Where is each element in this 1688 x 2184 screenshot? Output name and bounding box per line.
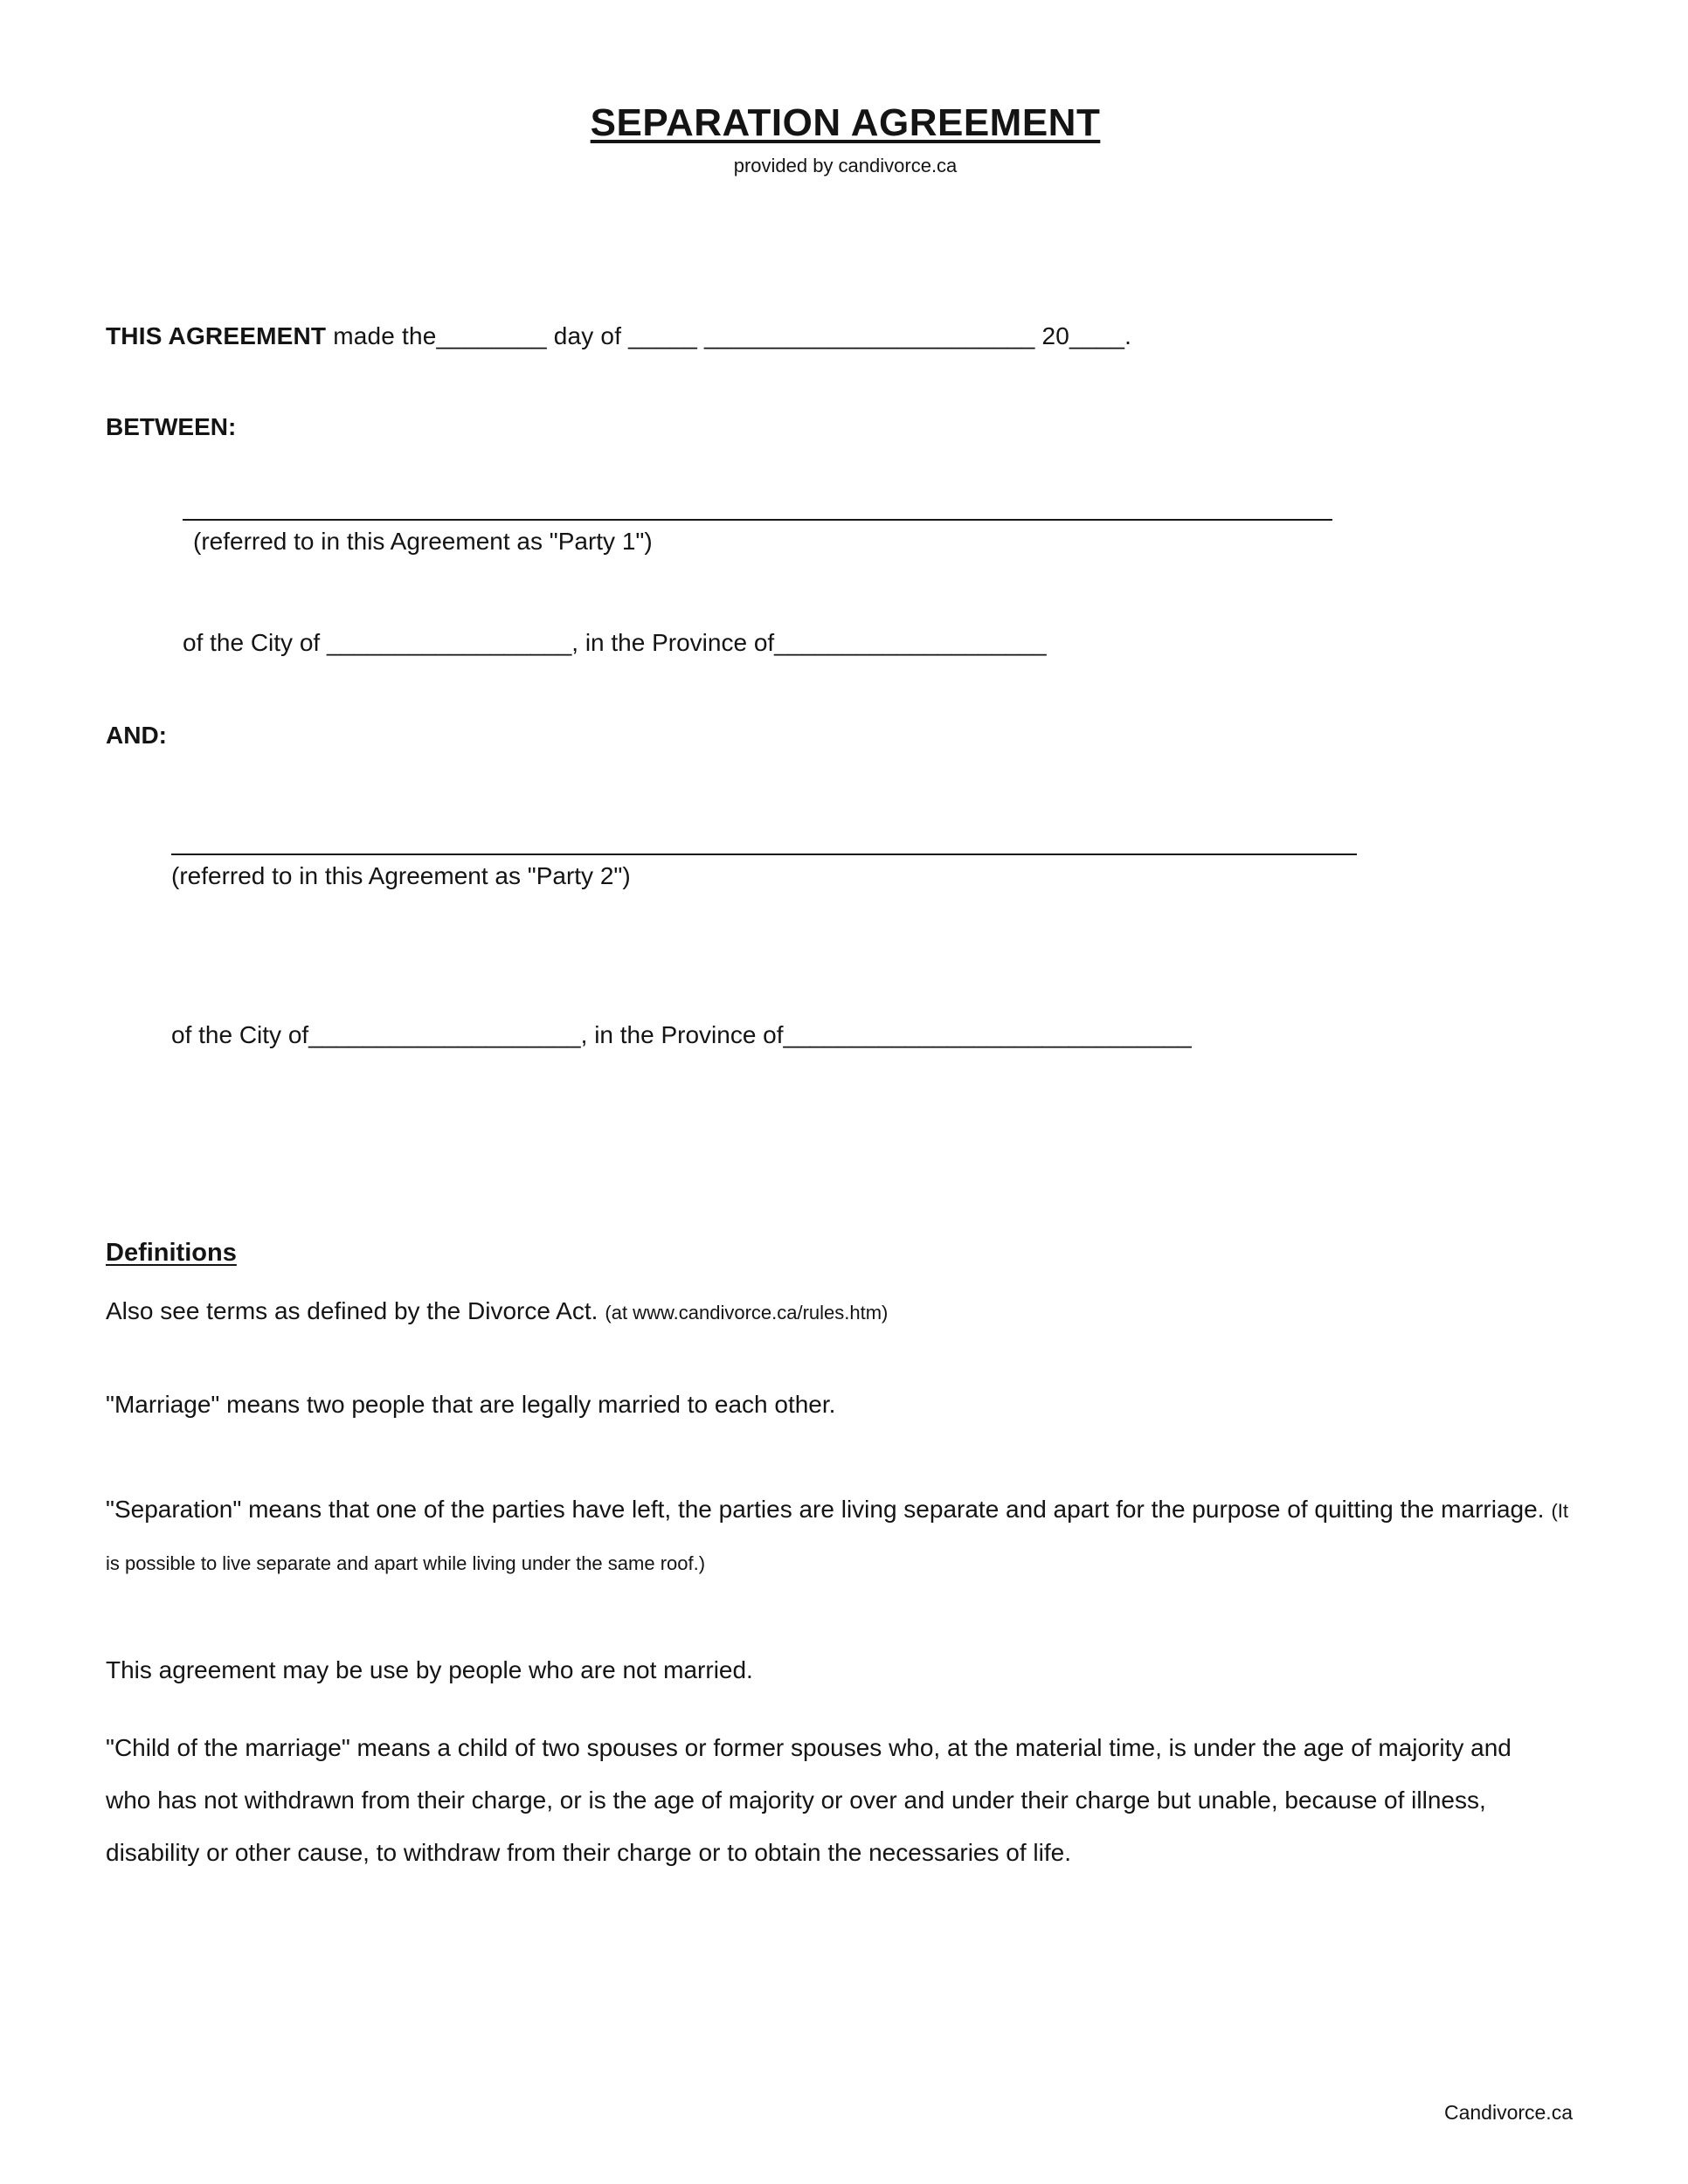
party2-name-line: [171, 854, 1357, 855]
definitions-section: [106, 1237, 1585, 1880]
party2-reference-label: (referred to in this Agreement as "Party 2"): [171, 861, 631, 889]
party2-block: [106, 854, 1585, 1052]
agreement-made-line: [106, 321, 1585, 352]
definitions-intro-text: Also see terms as defined by the Divorce Act.: [106, 1297, 598, 1325]
definitions-heading: Definitions: [106, 1238, 237, 1267]
divorce-act-url-note: (at www.candivorce.ca/rules.htm): [605, 1302, 889, 1324]
agreement-made-line-rest: made the________ day of _____ ________________________ 20____.: [326, 321, 1132, 349]
definitions-intro: [106, 1296, 1585, 1327]
separation-definition: [106, 1483, 1585, 1588]
and-label: AND:: [106, 722, 167, 750]
agreement-made-line-lead: THIS AGREEMENT: [106, 321, 327, 349]
marriage-definition: "Marriage" means two people that are legally married to each other.: [106, 1390, 836, 1418]
document-header: [106, 98, 1585, 179]
party1-name-line: [183, 519, 1332, 521]
party1-reference-label: (referred to in this Agreement as "Party 1"): [193, 527, 653, 555]
separation-definition-text: "Separation" means that one of the parties have left, the parties are living separate and apart for the purpose of quitting the marriage.: [106, 1495, 1545, 1523]
party1-city-line: of the City of __________________, in the Province of____________________: [183, 628, 1047, 656]
party1-block: [106, 519, 1585, 660]
footer-brand: Candivorce.ca: [1443, 2101, 1573, 2124]
document-subtitle: provided by candivorce.ca: [733, 155, 958, 177]
party2-city-line: of the City of____________________, in the Province of______________________________: [171, 1021, 1192, 1049]
unmarried-note: This agreement may be use by people who are not married.: [106, 1656, 753, 1684]
separation-note: (It is possible to live separate and apart while living under the same roof.): [106, 1499, 1568, 1575]
document-title: SEPARATION AGREEMENT: [590, 101, 1101, 144]
between-label: BETWEEN:: [106, 413, 237, 441]
child-of-marriage-definition: "Child of the marriage" means a child of two spouses or former spouses who, at the material time, is under the age of majority and who has not withdrawn from their charge, or is the age of majority or over and under their charge but unable, because of illness, disability or other cause, to withdraw from their charge or to obtain the necessaries of life.: [106, 1733, 1512, 1867]
